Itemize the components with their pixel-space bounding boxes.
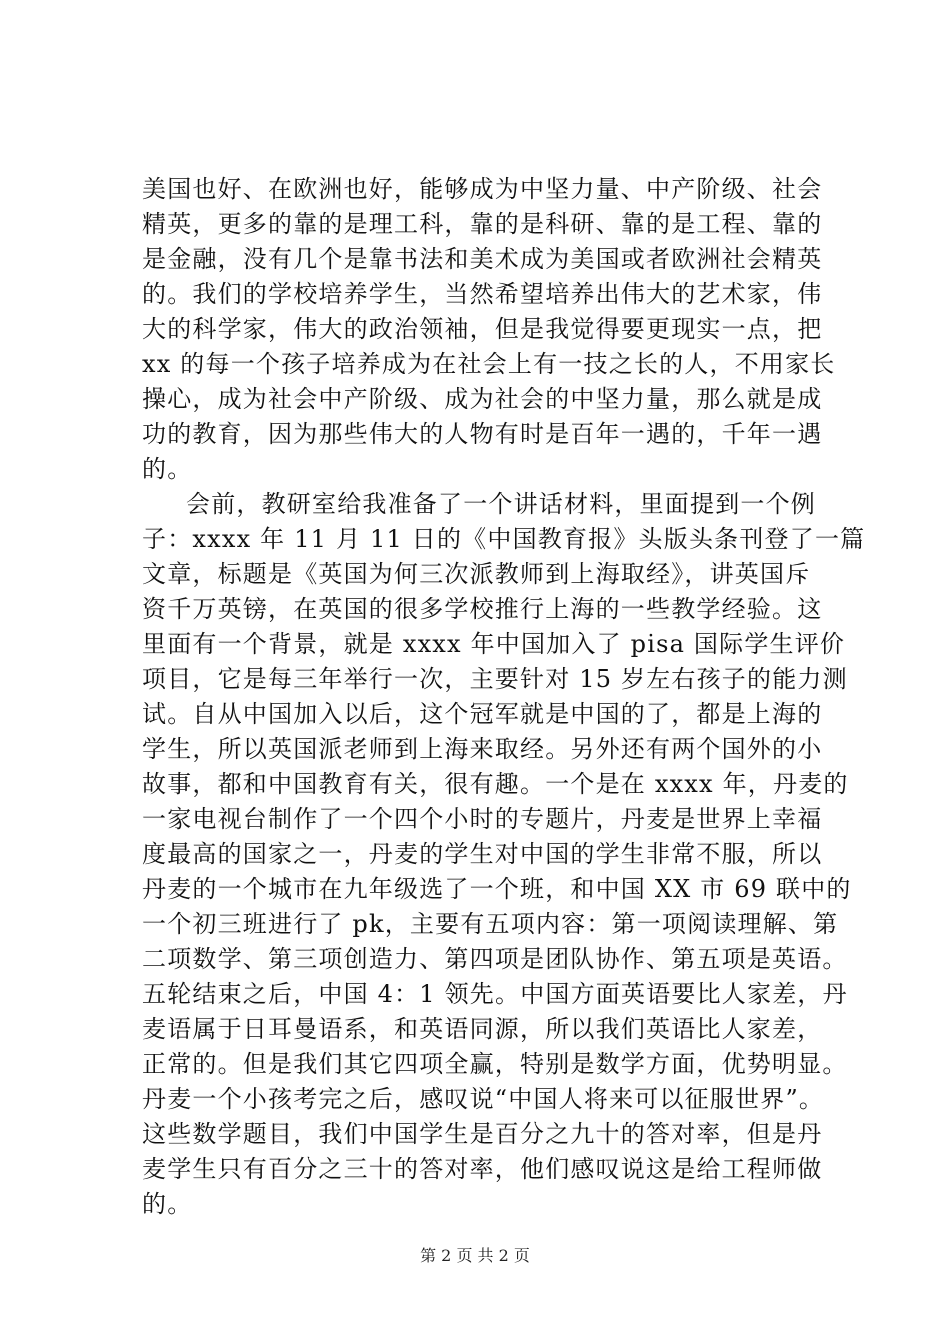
text-line: 精英，更多的靠的是理工科，靠的是科研、靠的是工程、靠的 xyxy=(142,210,823,238)
text-line: 五轮结束之后，中国 4：1 领先。中国方面英语要比人家差，丹 xyxy=(142,980,848,1008)
text-line: 资千万英镑，在英国的很多学校推行上海的一些教学经验。这 xyxy=(142,595,823,623)
text-line: 故事，都和中国教育有关，很有趣。一个是在 xxxx 年，丹麦的 xyxy=(142,770,849,798)
text-line: 的。我们的学校培养学生，当然希望培养出伟大的艺术家，伟 xyxy=(142,280,823,308)
text-line: 是金融，没有几个是靠书法和美术成为美国或者欧洲社会精英 xyxy=(142,245,823,273)
text-line: 的。 xyxy=(142,455,193,483)
text-line: 一家电视台制作了一个四个小时的专题片，丹麦是世界上幸福 xyxy=(142,805,823,833)
text-line: 操心，成为社会中产阶级、成为社会的中坚力量，那么就是成 xyxy=(142,385,823,413)
text-line: 里面有一个背景，就是 xxxx 年中国加入了 pisa 国际学生评价 xyxy=(142,630,846,658)
text-line: 项目，它是每三年举行一次，主要针对 15 岁左右孩子的能力测 xyxy=(142,665,848,693)
text-line: 正常的。但是我们其它四项全赢，特别是数学方面，优势明显。 xyxy=(142,1050,848,1078)
text-line: 丹麦一个小孩考完之后，感叹说“中国人将来可以征服世界”。 xyxy=(142,1085,825,1113)
text-line: 这些数学题目，我们中国学生是百分之九十的答对率，但是丹 xyxy=(142,1120,823,1148)
text-line: 学生，所以英国派老师到上海来取经。另外还有两个国外的小 xyxy=(142,735,823,763)
text-line: 功的教育，因为那些伟大的人物有时是百年一遇的，千年一遇 xyxy=(142,420,823,448)
paragraph-first-line: 会前，教研室给我准备了一个讲话材料，里面提到一个例 xyxy=(186,490,816,518)
text-line: 二项数学、第三项创造力、第四项是团队协作、第五项是英语。 xyxy=(142,945,848,973)
page-number-footer: 第 2 页 共 2 页 xyxy=(420,1246,530,1265)
text-line: 大的科学家，伟大的政治领袖，但是我觉得要更现实一点，把 xyxy=(142,315,823,343)
text-line: 试。自从中国加入以后，这个冠军就是中国的了，都是上海的 xyxy=(142,700,823,728)
document-body xyxy=(142,172,866,1222)
text-line: 一个初三班进行了 pk，主要有五项内容：第一项阅读理解、第 xyxy=(142,910,839,938)
text-line: 美国也好、在欧洲也好，能够成为中坚力量、中产阶级、社会 xyxy=(142,175,823,203)
text-line: 麦学生只有百分之三十的答对率，他们感叹说这是给工程师做 xyxy=(142,1155,823,1183)
text-line: 丹麦的一个城市在九年级选了一个班，和中国 XX 市 69 联中的 xyxy=(142,875,852,903)
text-line: 的。 xyxy=(142,1190,193,1218)
text-line: 子：xxxx 年 11 月 11 日的《中国教育报》头版头条刊登了一篇 xyxy=(142,525,866,553)
text-line: 文章，标题是《英国为何三次派教师到上海取经》，讲英国斥 xyxy=(142,560,811,588)
text-line: 度最高的国家之一，丹麦的学生对中国的学生非常不服，所以 xyxy=(142,840,823,868)
text-line: 麦语属于日耳曼语系，和英语同源，所以我们英语比人家差， xyxy=(142,1015,823,1043)
text-line: xx 的每一个孩子培养成为在社会上有一技之长的人，不用家长 xyxy=(142,350,836,378)
